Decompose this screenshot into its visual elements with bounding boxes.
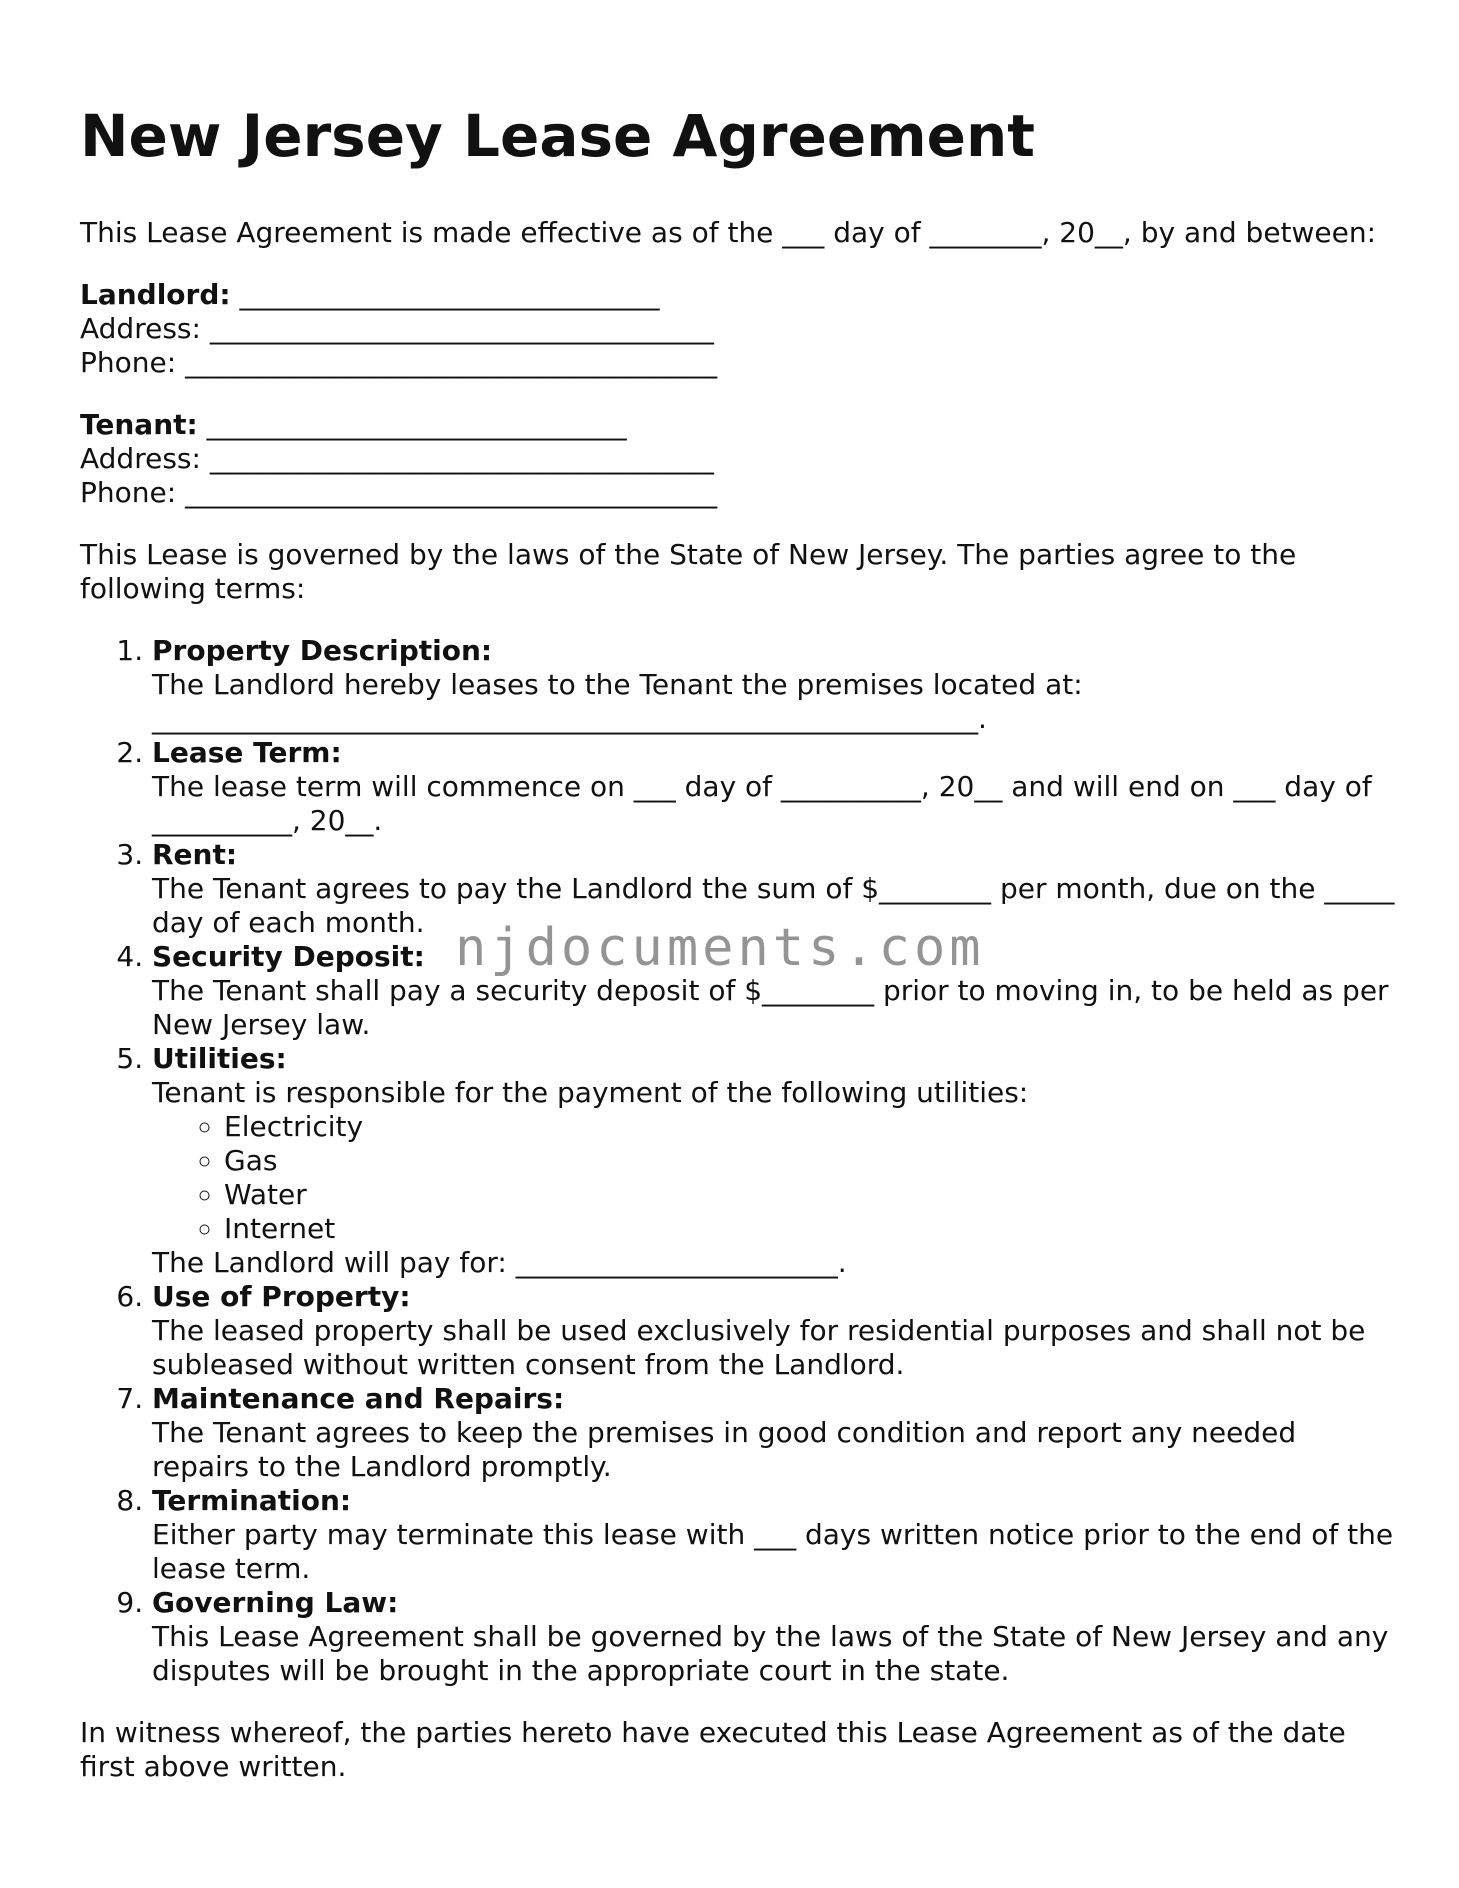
landlord-label: Landlord: <box>80 278 231 311</box>
term-body: The Tenant agrees to keep the premises in good condition and report any needed repairs to the Landlord promptly. <box>152 1416 1297 1483</box>
terms-list <box>80 634 1400 1688</box>
intro-paragraph: This Lease Agreement is made effective as of the ___ day of ________, 20__, by and between: <box>80 216 1377 249</box>
term-item <box>152 940 1400 1042</box>
term-title: 7. Maintenance and Repairs: <box>152 1382 565 1415</box>
term-body: The Landlord hereby leases to the Tenant the premises located at: ___________________________________________________________. <box>152 668 1083 735</box>
term-body: The lease term will commence on ___ day of __________, 20__ and will end on ___ day of __________, 20__. <box>152 770 1372 837</box>
document-title: New Jersey Lease Agreement <box>80 102 1035 170</box>
term-title: 9. Governing Law: <box>152 1586 399 1619</box>
landlord-name-blank: ______________________________ <box>239 278 660 311</box>
term-title: 6. Use of Property: <box>152 1280 411 1313</box>
utility-item: ◦ Gas <box>224 1144 1400 1178</box>
landlord-address: Address: ____________________________________ <box>80 312 714 345</box>
witness-paragraph: In witness whereof, the parties hereto have executed this Lease Agreement as of the date first above written. <box>80 1716 1346 1783</box>
tenant-block <box>80 408 1400 510</box>
term-body: This Lease Agreement shall be governed by the laws of the State of New Jersey and any disputes will be brought in the appropriate court in the state. <box>152 1620 1389 1687</box>
tenant-name-blank: ______________________________ <box>206 408 627 441</box>
term-item <box>152 1484 1400 1586</box>
term-body: Tenant is responsible for the payment of the following utilities: <box>152 1076 1029 1109</box>
term-item <box>152 1586 1400 1688</box>
utility-item: ◦ Internet <box>224 1212 1400 1246</box>
term-item <box>152 1042 1400 1280</box>
term-body: The Tenant agrees to pay the Landlord the sum of $________ per month, due on the _____ day of each month. <box>152 872 1395 939</box>
tenant-address: Address: ____________________________________ <box>80 442 714 475</box>
landlord-phone: Phone: ______________________________________ <box>80 346 718 379</box>
term-item <box>152 634 1400 736</box>
term-item <box>152 1382 1400 1484</box>
governed-paragraph: This Lease is governed by the laws of the State of New Jersey. The parties agree to the following terms: <box>80 538 1297 605</box>
term-title: 1. Property Description: <box>152 634 493 667</box>
term-title: 4. Security Deposit: <box>152 940 425 973</box>
landlord-utilities-line: The Landlord will pay for: _______________________. <box>152 1246 847 1279</box>
term-item <box>152 736 1400 838</box>
tenant-phone: Phone: ______________________________________ <box>80 476 718 509</box>
utility-item: ◦ Water <box>224 1178 1400 1212</box>
term-body: Either party may terminate this lease with ___ days written notice prior to the end of the lease term. <box>152 1518 1394 1585</box>
term-body: The leased property shall be used exclusively for residential purposes and shall not be subleased without written consent from the Landlord. <box>152 1314 1366 1381</box>
term-title: 8. Termination: <box>152 1484 352 1517</box>
landlord-block <box>80 278 1400 380</box>
term-title: 2. Lease Term: <box>152 736 342 769</box>
term-title: 3. Rent: <box>152 838 238 871</box>
utility-item: ◦ Electricity <box>224 1110 1400 1144</box>
utilities-list <box>152 1110 1400 1246</box>
tenant-name-line <box>80 408 1400 442</box>
landlord-name-line <box>80 278 1400 312</box>
term-item <box>152 838 1400 940</box>
term-title: 5. Utilities: <box>152 1042 287 1075</box>
document-page <box>80 96 1400 1784</box>
term-item <box>152 1280 1400 1382</box>
term-body: The Tenant shall pay a security deposit of $________ prior to moving in, to be held as per New Jersey law. <box>152 974 1389 1041</box>
watermark: njdocuments.com <box>455 918 985 978</box>
tenant-label: Tenant: <box>80 408 198 441</box>
